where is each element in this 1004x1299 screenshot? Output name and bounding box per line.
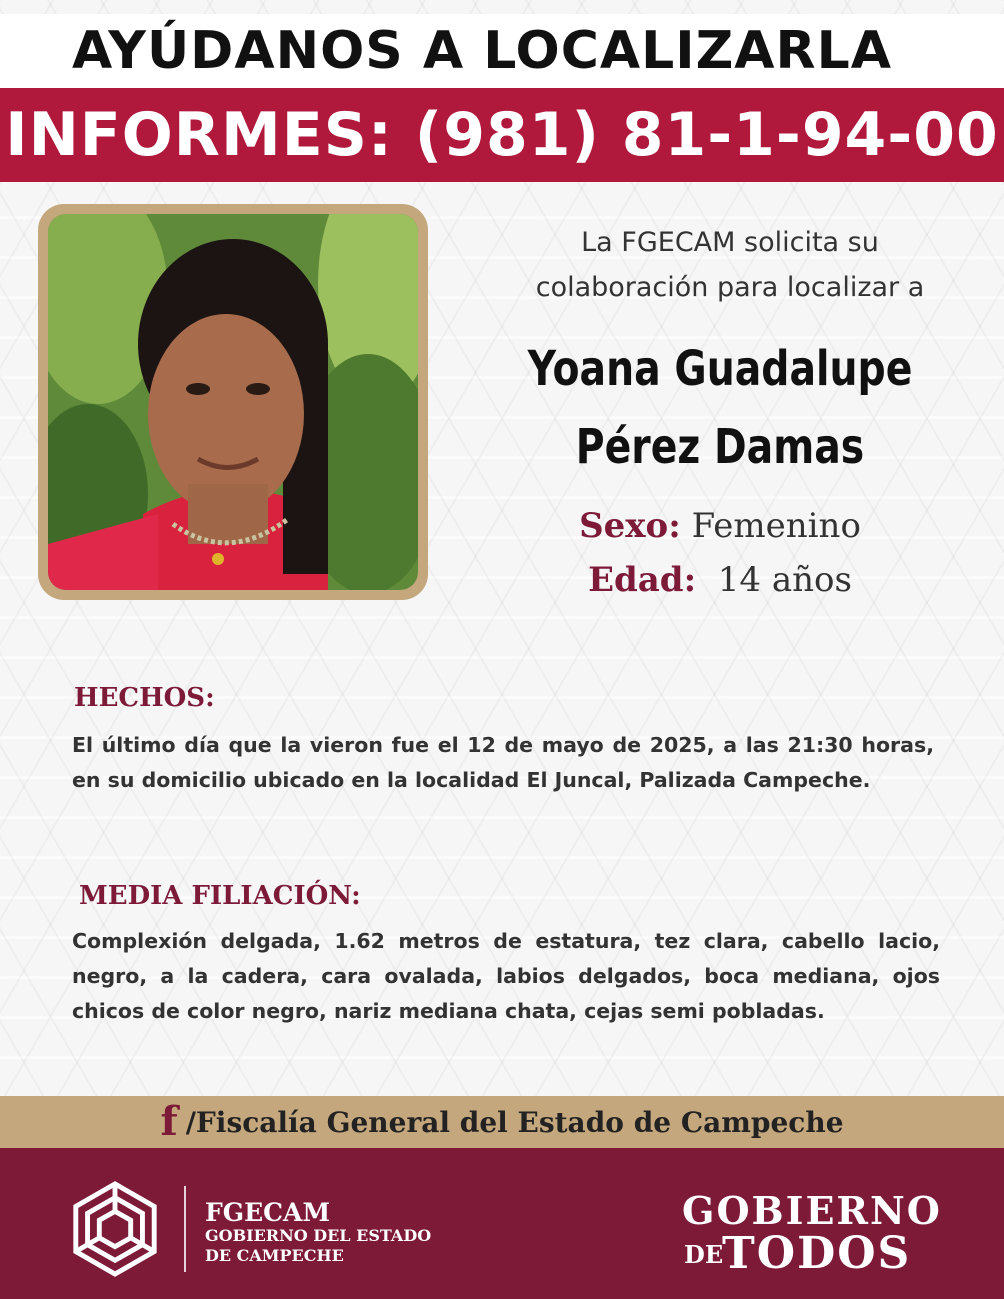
age-label: Edad: (588, 560, 697, 600)
footer (0, 1148, 1004, 1299)
intro-line-2: colaboración para localizar a (535, 272, 925, 303)
footer-divider (184, 1186, 186, 1272)
org-name: FGECAM (205, 1198, 331, 1227)
filiacion-heading: MEDIA FILIACIÓN: (79, 881, 361, 911)
sex-label: Sexo: (579, 506, 681, 546)
person-name (515, 330, 925, 486)
age-value: 14 años (717, 560, 852, 600)
sex-row (470, 506, 970, 546)
name-line-2: Pérez Damas (575, 419, 865, 475)
poster-title: AYÚDANOS A LOCALIZARLA (0, 14, 1004, 88)
intro-line-1: La FGECAM solicita su (581, 227, 879, 258)
org-sub-2: DE CAMPECHE (205, 1246, 344, 1265)
todos-text: TODOS (722, 1228, 912, 1279)
social-band (0, 1096, 1004, 1148)
intro-text (470, 220, 990, 310)
photo-frame (38, 204, 428, 600)
age-row (470, 560, 970, 600)
filiacion-text: Complexión delgada, 1.62 metros de estatura, tez clara, cabello lacio, negro, a la cadera, cara ovalada, labios delgados, boca mediana, ojos chicos de color negro, nariz mediana chata, cejas semi pobladas. (72, 929, 940, 1023)
org-sub-1: GOBIERNO DEL ESTADO (205, 1226, 432, 1245)
gobierno-de-text: DE (684, 1240, 724, 1269)
sex-value: Femenino (691, 506, 861, 546)
facebook-page-link[interactable]: /Fiscalía General del Estado de Campeche (185, 1105, 844, 1139)
hechos-heading: HECHOS: (74, 683, 215, 713)
fgecam-logo-icon (66, 1180, 164, 1278)
gobierno-text: GOBIERNO (682, 1188, 942, 1233)
name-line-1: Yoana Guadalupe (527, 341, 913, 397)
facebook-icon[interactable]: f (160, 1098, 178, 1145)
phone-number: INFORMES: (981) 81-1-94-00 (5, 100, 999, 170)
phone-banner (0, 88, 1004, 182)
hechos-text: El último día que la vieron fue el 12 de mayo de 2025, a las 21:30 horas, en su domicilio ubicado en la localidad El Juncal, Palizada Campeche. (72, 733, 934, 792)
person-photo (48, 214, 418, 590)
